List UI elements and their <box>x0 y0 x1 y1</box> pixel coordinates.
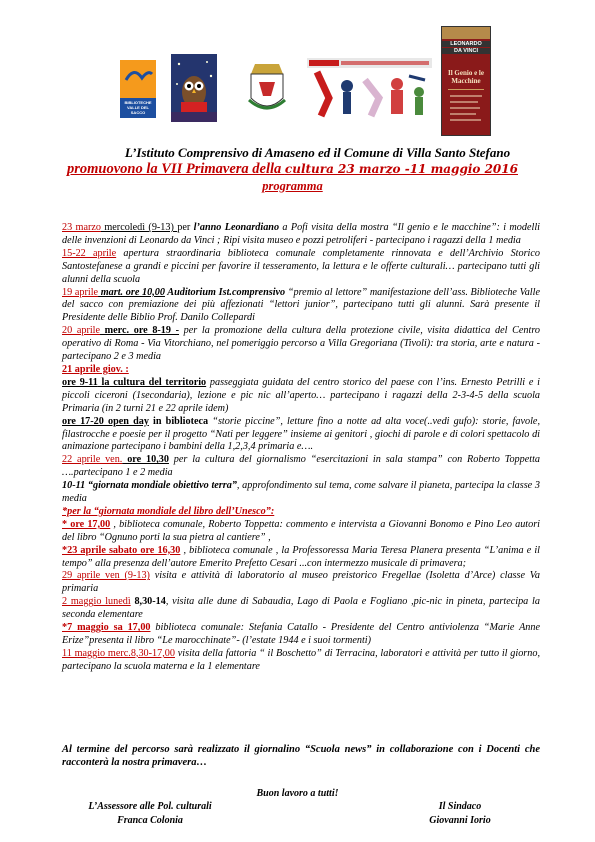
program-item: 11 maggio merc.8,30-17,00 visita della fattoria “ il Boschetto” di Terracina, laboratori e attività per tutto il giorno, partecipano la scuola materna e la 1 elementare <box>62 647 541 672</box>
book-title-1: LEONARDO <box>442 41 490 47</box>
book-title-2: DA VINCI <box>442 48 490 54</box>
program-item: 15-22 aprile apertura straordinaria biblioteca comunale completamente rinnovata e dell’Archivio Storico Santostefanese a grandi e piccini per favorire il tesseramento, la lettura e le offerte culturali… partecipano tutti gli alunni della scuola <box>62 247 540 285</box>
signature-left <box>40 800 260 828</box>
program-body <box>62 222 540 674</box>
program-item: *7 maggio sa 17,00 biblioteca comunale: Stefania Catallo - Presidente del Centro antiviolenza “Marie Anne Erize”presenta il libro “Le marocchinate”- (l’estate 1944 e i suoi tormenti) <box>62 622 540 646</box>
program-item: ore 9-11 la cultura del territorio passeggiata guidata del centro storico del paese con l’ins. Ernesto Petrilli e i piccoli ciceroni (1secondaria), lezione e pic nic all’aperto… partecipano i ragazzi della 2-3-4-5 della scuola Primaria (in 2 turni 21 e 22 aprile idem) <box>62 376 540 414</box>
program-item: 2 maggio lunedì 8,30-14, visita alle dune di Sabaudia, Lago di Paola e Fogliano ,pic-nic in pineta, partecipa la seconda elementare <box>62 596 540 621</box>
program-item: 20 aprile merc. ore 8-19 - per la promozione della cultura della protezione civile, visita didattica del Centro operativo di Roma - Via Vitorchiano, nel pomeriggio percorso a Villa Gregoriana (Tivoli): tra storia, arte e natura - partecipano 2 e 3 media <box>62 325 540 363</box>
heading-line-3 <box>0 178 595 195</box>
program-item: 29 aprile ven (9-13) visita e attività di laboratorio al museo preistorico Fregellae (Isoletta d’Arce) classe Va primaria <box>62 570 540 595</box>
closing-paragraph: Al termine del percorso sarà realizzato il giornalino “Scuola news” in collaborazione con i Docenti che racconterà la nostra primavera… <box>62 744 540 768</box>
owl-logo <box>171 54 217 122</box>
program-item: 10-11 “giornata mondiale obiettivo terra”, approfondimento sul tema, come salvare il pianeta, partecipa la classe 3 media <box>62 480 540 505</box>
event-banner <box>307 58 432 120</box>
biblioteche-logo <box>120 60 156 118</box>
sindaco-role: Il Sindaco <box>438 801 482 812</box>
programma-label: programma <box>262 179 323 193</box>
assessore-name: Franca Colonia <box>117 815 183 826</box>
program-item: ore 17-20 open day in biblioteca “storie piccine”, letture fino a notte ad alta voce(..vedi gufo): storie, favole, filastrocche e poesie per il progetto “Nati per leggere” insieme ai genitori , giochi di parole e di colori spettacolo di animazione partecipano i bambini della 1,2,3,4 primaria e…. <box>62 415 540 453</box>
signature-right <box>360 800 560 828</box>
leonardo-book-cover <box>441 26 491 136</box>
program-item: 21 aprile giov. : <box>62 363 129 375</box>
heading-line-1: L’Istituto Comprensivo di Amaseno ed il Comune di Villa Santo Stefano <box>124 145 511 160</box>
program-item: * ore 17,00 , biblioteca comunale, Roberto Toppetta: commento e intervista a Giovanni Bonomo e Pino Leo autori del libro “Ognuno porti la sua pietra al cantiere” , <box>62 518 541 543</box>
program-item: *23 aprile sabato ore 16,30 , biblioteca comunale , la Professoressa Maria Teresa Planera presenta “L’anima e il tempo” alla presenza dell’autore Emerito Prefetto Cesari ...con intermezzo musicale di primavera; <box>62 544 540 569</box>
sindaco-name: Giovanni Iorio <box>429 815 491 826</box>
book-title-3: Il Genio e le Macchine <box>448 69 484 85</box>
program-item: 22 aprile ven. ore 10,30 per la cultura del giornalismo “esercitazioni in sala stampa” con Roberto Toppetta ….partecipano 1 e 2 media <box>62 454 541 479</box>
logo-strip <box>0 0 595 140</box>
assessore-role: L’Assessore alle Pol. culturali <box>88 801 212 812</box>
program-item: *per la “giornata mondiale del libro dell’Unesco”: <box>62 505 275 517</box>
book-cover-top-image <box>442 27 490 39</box>
comune-crest <box>247 60 287 116</box>
heading-line-2a: promuovono la VII Primavera della <box>67 161 285 177</box>
document-heading <box>0 145 595 195</box>
program-item: 23 marzo mercoledì (9-13) per l’anno Leonardiano a Pofi visita della mostra “Il genio e le macchine”: i modelli delle invenzioni di Leonardo da Vinci ; Ripi visita museo e pozzi petroliferi - partecipano i ragazzi della 1 media <box>62 222 540 246</box>
program-item: 19 aprile mart. ore 10,00 Auditorium Ist.comprensivo “premio al lettore” manifestazione dell’ass. Biblioteche Valle del sacco con premiazione dei più affezionati “lettori junior”, partecipano tutti gli alunni. Sarà presente il Presidente delle Biblio Prof. Danilo Collepardi <box>62 286 540 324</box>
book-cover-art <box>448 89 484 130</box>
heading-line-2 <box>0 161 595 178</box>
heading-line-2b: cultura 23 marzo -11 maggio 2016 <box>284 162 518 176</box>
thanks-line: Buon lavoro a tutti! <box>256 788 339 799</box>
biblioteche-text: BIBLIOTECHE VALLE DEL SACCO <box>124 100 152 115</box>
